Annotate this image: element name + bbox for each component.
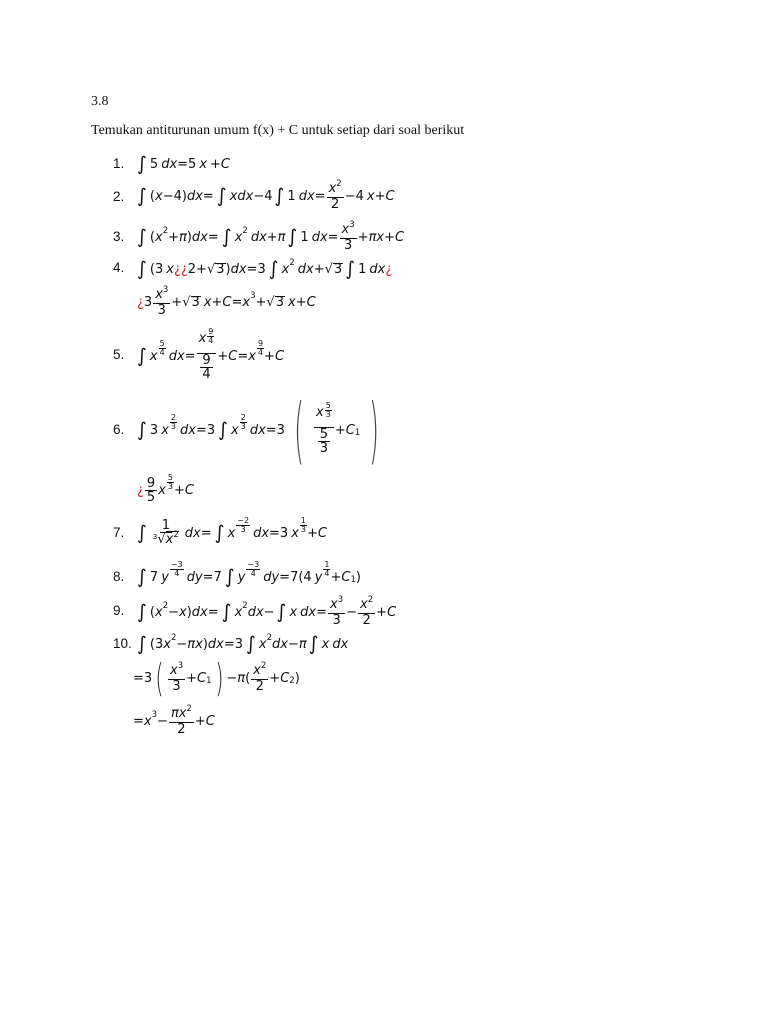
instruction-text: Temukan antiturunan umum f(x) + C untuk setiap dari soal berikut [91,123,465,138]
equation-6: ∫ 3 x 2 3 dx =3 ∫ x 2 3 dx =3 ( x $\frac{5}{3}$ 5 3 + C 1 ) [137,388,380,472]
equation-2: ∫ ( x −4) dx = ∫ xdx −4 ∫ 1 dx = $\frac{x^2}{2}$ −4 x + C [137,178,395,212]
section-heading: 3.8 [91,94,109,109]
equation-4a: ∫ (3 x ¿¿ 2+ √ 3 ) dx =3 ∫ x 2 dx + √ 3 ∫ 1 dx ¿ [137,258,393,280]
problem-number: 1. [113,156,125,171]
equation-7: ∫ $\frac{1}{^3√x^2}$ dx = ∫ x −2 3 dx =3 x 1 3 + C [137,515,327,547]
equation-10b: =3 ( $\frac{x^3}{3}$ + C 1 ) − π ( $\frac{x^2}{2}$ + C 2 ) [133,656,300,700]
equation-10a: ∫ (3 x 2 − πx ) dx =3 ∫ x 2 dx − π ∫ x dx [137,633,349,655]
equation-4b: ¿ 3 $\frac{x^3}{3}$ + √ 3 x + C = x 3 + √ 3 x + C [137,284,316,318]
problem-number: 8. [113,569,125,584]
problem-number: 10. [113,636,132,651]
equation-1: ∫ 5 dx =5 x + C [137,153,230,175]
equation-10c: = x 3 − $\frac{\pi x^2}{2}$ + C [133,703,215,737]
problem-number: 9. [113,603,125,618]
problem-number: 2. [113,189,125,204]
problem-number: 3. [113,229,125,244]
problem-number: 5. [113,347,125,362]
equation-8: ∫ 7 y −3 4 dy =7 ∫ y −3 4 dy =7(4 y 1 4 + C 1 ) [137,559,361,588]
equation-3: ∫ ( x 2 + π ) dx = ∫ x 2 dx + π ∫ 1 dx = $\frac{x^3}{3}$ + πx + C [137,219,405,253]
equation-6b: ¿ $\frac{9}{5}$ x 5 3 + C [137,472,194,505]
equation-9: ∫ ( x 2 − x ) dx = ∫ x 2 dx − ∫ x dx = $\frac{x^3}{3}$ − $\frac{x^2}{2}$ + C [137,594,397,628]
problem-number: 7. [113,525,125,540]
problem-number: 4. [113,260,125,275]
problem-number: 6. [113,422,125,437]
equation-5: ∫ x 5 4 dx = x $\frac{9}{4}$ 9 4 + C = x 9 4 + C [137,326,285,382]
